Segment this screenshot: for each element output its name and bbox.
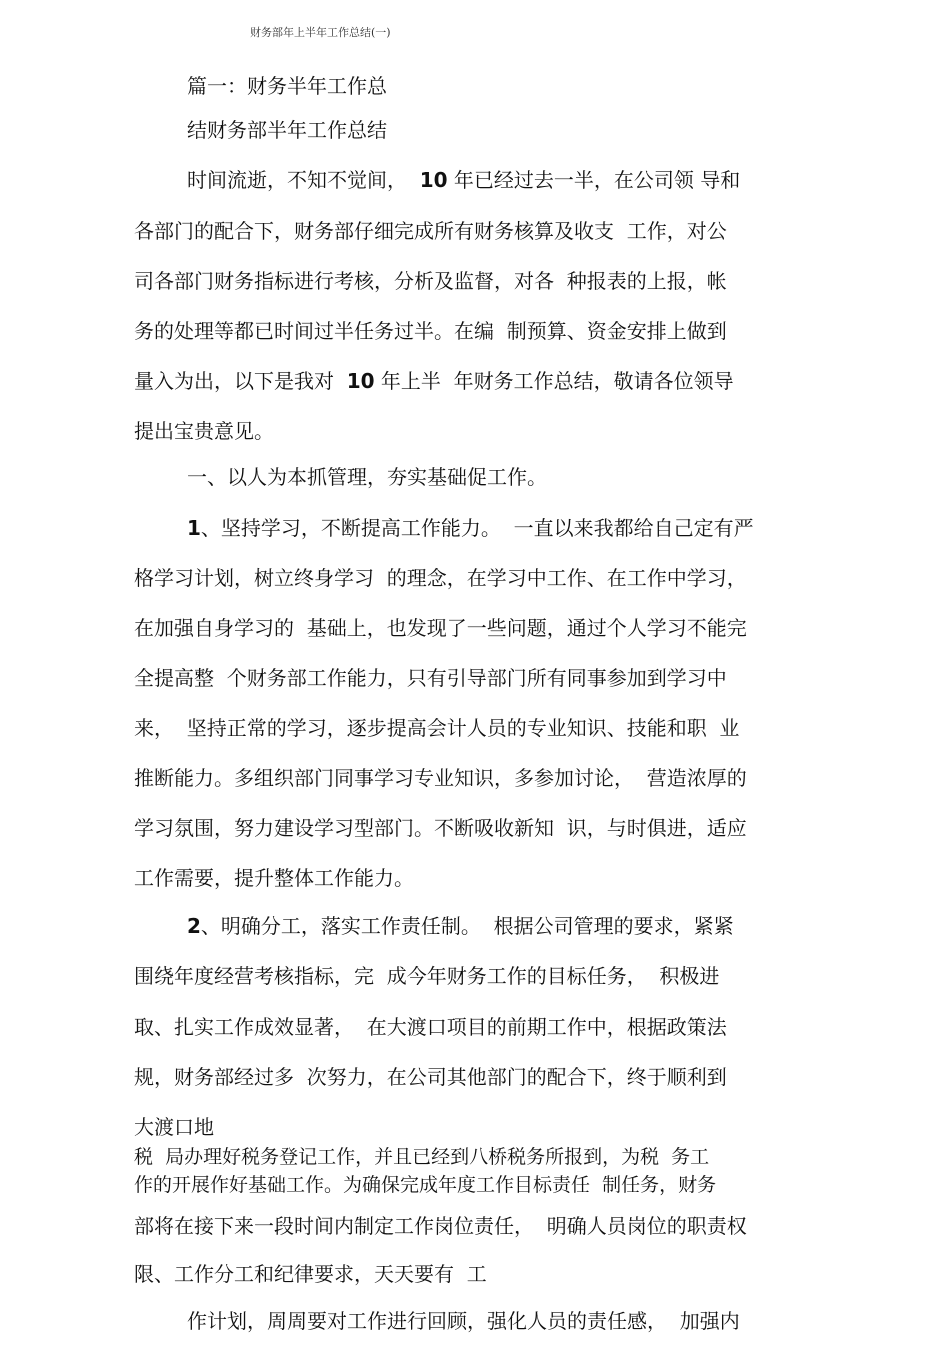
paragraph-line: 格学习计划，树立终身学习 的理念，在学习中工作、在工作中学习， (134, 566, 747, 590)
paragraph-line: 2、明确分工，落实工作责任制。 根据公司管理的要求，紧紧 (187, 914, 734, 938)
number-text: 2 (187, 914, 201, 938)
title-line-1: 篇一：财务半年工作总 (187, 74, 387, 98)
paragraph-line: 工作需要，提升整体工作能力。 (134, 866, 414, 890)
paragraph-line: 税 局办理好税务登记工作，并且已经到八桥税务所报到，为税 务工 (134, 1146, 710, 1168)
paragraph-line: 规，财务部经过多 次努力，在公司其他部门的配合下，终于顺利到 (134, 1065, 727, 1089)
page-header: 财务部年上半年工作总结(一) (250, 26, 391, 39)
paragraph-line: 提出宝贵意见。 (134, 419, 274, 443)
paragraph-line: 取、扎实工作成效显著， 在大渡口项目的前期工作中，根据政策法 (134, 1015, 727, 1039)
title-line-2: 结财务部半年工作总结 (187, 118, 387, 142)
number-text: 1 (187, 516, 201, 540)
number-text: 10 (346, 369, 375, 393)
paragraph-line: 围绕年度经营考核指标，完 成今年财务工作的目标任务， 积极进 (134, 964, 720, 988)
paragraph-line: 部将在接下来一段时间内制定工作岗位责任， 明确人员岗位的职责权 (134, 1214, 747, 1238)
section-heading: 一、以人为本抓管理，夯实基础促工作。 (187, 465, 547, 489)
paragraph-line: 限、工作分工和纪律要求，天天要有 工 (134, 1262, 487, 1286)
paragraph-line: 1、坚持学习，不断提高工作能力。 一直以来我都给自己定有严 (187, 516, 754, 540)
number-text: 10 (419, 168, 448, 192)
paragraph-line: 作的开展作好基础工作。为确保完成年度工作目标责任 制任务，财务 (134, 1174, 717, 1196)
paragraph-line: 全提高整 个财务部工作能力，只有引导部门所有同事参加到学习中 (134, 666, 727, 690)
paragraph-line: 司各部门财务指标进行考核，分析及监督，对各 种报表的上报，帐 (134, 269, 727, 293)
paragraph-line: 量入为出，以下是我对 10 年上半 年财务工作总结，敬请各位领导 (134, 369, 734, 393)
paragraph-line: 在加强自身学习的 基础上，也发现了一些问题，通过个人学习不能完 (134, 616, 747, 640)
paragraph-line: 大渡口地 (134, 1115, 214, 1139)
paragraph-line: 务的处理等都已时间过半任务过半。在编 制预算、资金安排上做到 (134, 319, 727, 343)
paragraph-line: 时间流逝，不知不觉间， 10 年已经过去一半，在公司领 导和 (187, 168, 741, 192)
paragraph-line: 作计划，周周要对工作进行回顾，强化人员的责任感， 加强内 (187, 1309, 740, 1333)
paragraph-line: 推断能力。多组织部门同事学习专业知识，多参加讨论， 营造浓厚的 (134, 766, 747, 790)
paragraph-line: 各部门的配合下，财务部仔细完成所有财务核算及收支 工作，对公 (134, 219, 727, 243)
paragraph-line: 来， 坚持正常的学习，逐步提高会计人员的专业知识、技能和职 业 (134, 716, 740, 740)
paragraph-line: 学习氛围，努力建设学习型部门。不断吸收新知 识，与时俱进，适应 (134, 816, 747, 840)
